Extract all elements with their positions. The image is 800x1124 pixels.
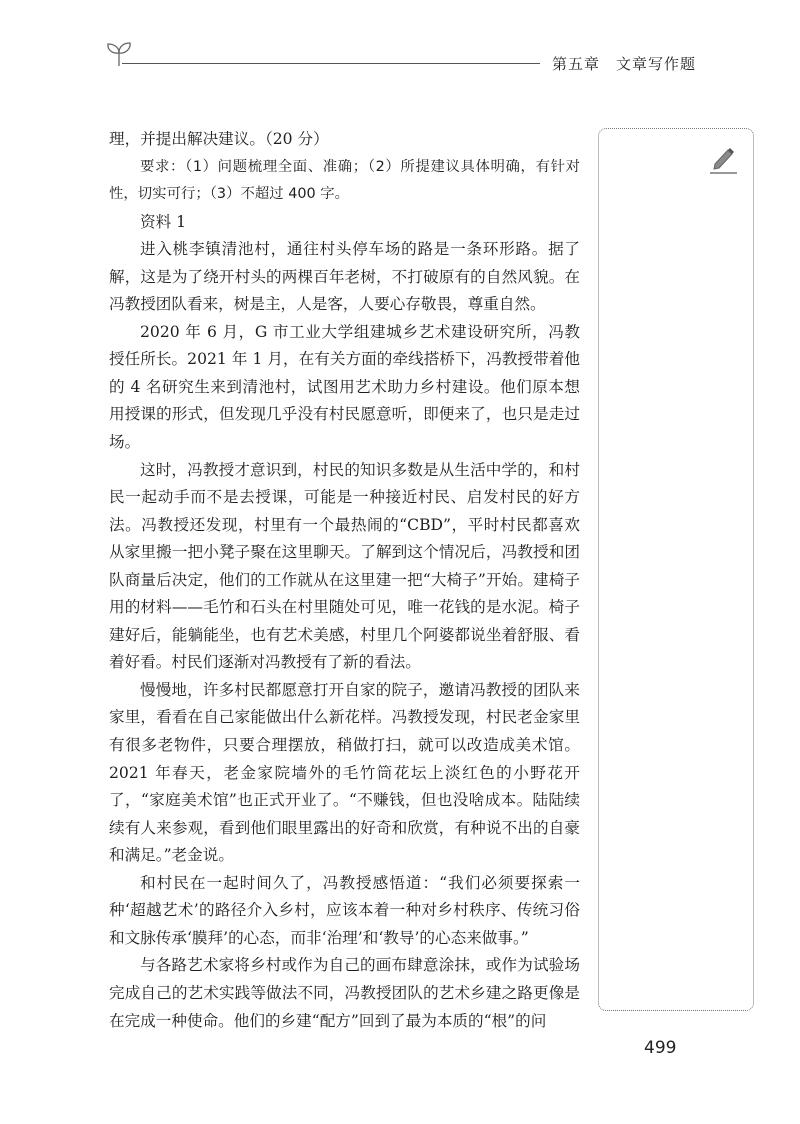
chapter-title: 第五章 文章写作题	[552, 55, 697, 73]
paragraph: 进入桃李镇清池村，通往村头停车场的路是一条环形路。据了解，这是为了绕开村头的两棵百年老树，不打破原有的自然风貌。在冯教授团队看来，树是主，人是客，人要心存敬畏，尊重自然。	[109, 240, 580, 314]
page-number: 499	[644, 1038, 677, 1058]
paragraph: 2020 年 6 月，G 市工业大学组建城乡艺术建设研究所，冯教授任所长。2021 年 1 月，在有关方面的牵线搭桥下，冯教授带着他的 4 名研究生来到清池村，试图用艺术助力乡村建设。他们原本想用授课的形式，但发现几乎没有村民愿意听，即便来了，也只是走过场。	[109, 322, 580, 452]
header-rule	[122, 63, 540, 64]
pen-icon	[706, 142, 740, 176]
paragraph: 这时，冯教授才意识到，村民的知识多数是从生活中学的，和村民一起动手而不是去授课，可能是一种接近村民、启发村民的好方法。冯教授还发现，村里有一个最热闹的“CBD”，平时村民都喜欢从家里搬一把小凳子聚在这里聊天。了解到这个情况后，冯教授和团队商量后决定，他们的工作就从在这里建一把“大椅子”开始。建椅子用的材料——毛竹和石头在村里随处可见，唯一花钱的是水泥。椅子建好后，能躺能坐，也有艺术美感，村里几个阿婆都说坐着舒服、看着好看。村民们逐渐对冯教授有了新的看法。	[109, 460, 580, 672]
body-text	[109, 126, 580, 1035]
paragraph: 要求：（1）问题梳理全面、准确；（2）所提建议具体明确，有针对性，切实可行；（3）不超过 400 字。	[109, 158, 580, 203]
notes-box	[598, 128, 754, 1011]
paragraph: 资料 1	[140, 212, 187, 231]
paragraph: 慢慢地，许多村民都愿意打开自家的院子，邀请冯教授的团队来家里，看看在自己家能做出什么新花样。冯教授发现，村民老金家里有很多老物件，只要合理摆放，稍做打扫，就可以改造成美术馆。2021 年春天，老金家院墙外的毛竹筒花坛上淡红色的小野花开了，“家庭美术馆”也正式开业了。“不赚钱，但也没啥成本。陆陆续续有人来参观，看到他们眼里露出的好奇和欣赏，有种说不出的自豪和满足。”老金说。	[109, 680, 580, 865]
paragraph: 和村民在一起时间久了，冯教授感悟道：“我们必须要探索一种‘超越艺术’的路径介入乡村，应该本着一种对乡村秩序、传统习俗和文脉传承‘膜拜’的心态，而非‘治理’和‘教导’的心态来做事。”	[109, 873, 580, 947]
paragraph: 理，并提出解决建议。（20 分）	[109, 130, 329, 148]
paragraph: 与各路艺术家将乡村或作为自己的画布肆意涂抹，或作为试验场完成自己的艺术实践等做法不同，冯教授团队的艺术乡建之路更像是在完成一种使命。他们的乡建“配方”回到了最为本质的“根”的问	[109, 956, 580, 1030]
